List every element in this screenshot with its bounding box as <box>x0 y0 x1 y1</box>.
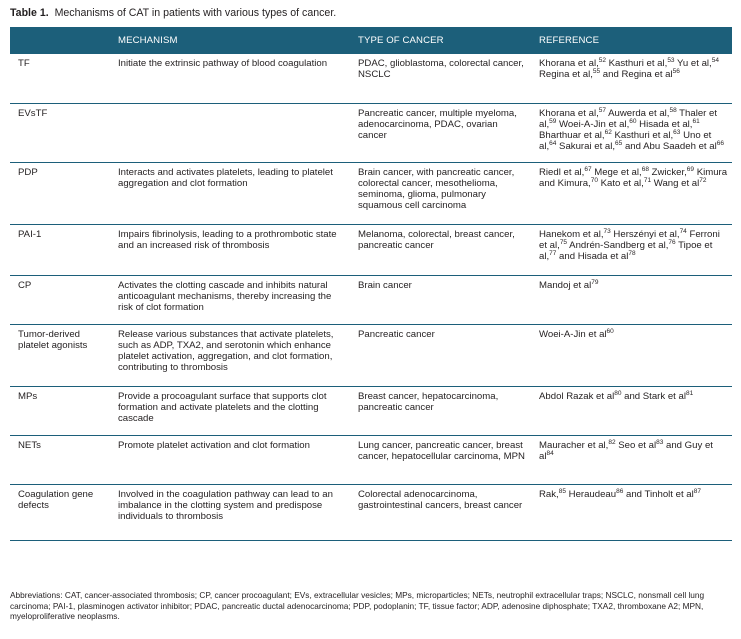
reference-number: 57 <box>598 106 606 114</box>
table-row <box>10 484 732 540</box>
reference-author: Mege et al, <box>591 166 642 178</box>
reference-author: Riedl et al, <box>539 166 585 178</box>
cancer-type-cell: PDAC, glioblastoma, colorectal cancer, NSCLC <box>350 54 531 103</box>
cancer-type-cell: Colorectal adenocarcinoma, gastrointestinal cancers, breast cancer <box>350 484 531 540</box>
reference-number: 70 <box>590 176 598 184</box>
reference-number: 55 <box>592 68 601 76</box>
table-header-row <box>10 27 732 54</box>
reference-cell <box>531 435 732 484</box>
reference-number: 65 <box>615 140 623 148</box>
reference-number: 53 <box>667 57 675 64</box>
reference-number: 80 <box>614 389 622 397</box>
mechanism-cell: Initiate the extrinsic pathway of blood coagulation <box>110 54 350 103</box>
reference-author: Khorana et al, <box>539 107 599 119</box>
reference-author: Rak, <box>539 488 559 500</box>
mechanism-name-cell: NETs <box>10 435 110 484</box>
table-row <box>10 54 732 103</box>
reference-author: Woei-A-Jin et al <box>539 328 607 340</box>
mechanism-cell: Promote platelet activation and clot formation <box>110 435 350 484</box>
mechanism-cell: Interacts and activates platelets, leading to platelet aggregation and clot formation <box>110 162 350 224</box>
table-row <box>10 162 732 224</box>
header-mechanism: MECHANISM <box>118 34 178 46</box>
reference-author: Wang et al <box>651 177 700 189</box>
mechanism-name-cell: EVsTF <box>10 103 110 162</box>
mechanism-name-cell: MPs <box>10 386 110 435</box>
mechanism-name-cell: Coagulation gene defects <box>10 484 110 540</box>
reference-author: and Regina et al <box>600 69 673 81</box>
reference-author: Mandoj et al <box>539 279 592 291</box>
reference-number: 67 <box>584 165 592 173</box>
reference-number: 54 <box>711 57 719 64</box>
cancer-type-cell: Brain cancer, with pancreatic cancer, colorectal cancer, mesothelioma, seminoma, glioma, pulmonary squamous cell carcinoma <box>350 162 531 224</box>
reference-number: 59 <box>549 117 557 125</box>
cancer-type-cell: Breast cancer, hepatocarcinoma, pancreatic cancer <box>350 386 531 435</box>
reference-number: 77 <box>549 250 557 258</box>
reference-author: Mauracher et al, <box>539 439 609 451</box>
mechanism-cell: Involved in the coagulation pathway can lead to an imbalance in the clotting system and predispose individuals to thrombosis <box>110 484 350 540</box>
reference-author: Woei-A-Jin et al, <box>556 118 630 130</box>
mechanism-cell: Release various substances that activate platelets, such as ADP, TXA2, and serotonin which enhance platelet activation, aggregation, and clot formation, contributing to thrombosis <box>110 324 350 386</box>
reference-author: and Abu Saadeh et al <box>622 141 717 153</box>
mechanisms-table <box>10 27 732 541</box>
reference-author: Seo et al <box>615 439 657 451</box>
reference-number: 84 <box>546 449 554 457</box>
header-cancer-type: TYPE OF CANCER <box>358 34 444 46</box>
cancer-type-cell: Melanoma, colorectal, breast cancer, pancreatic cancer <box>350 224 531 275</box>
reference-author: Ferroni et al, <box>539 228 720 251</box>
reference-author: Tipoe et al, <box>539 239 713 263</box>
reference-number: 56 <box>672 68 680 76</box>
reference-number: 60 <box>629 117 637 125</box>
caption-label: Table 1. <box>10 7 49 19</box>
reference-author: Hisada et al, <box>636 118 693 130</box>
reference-number: 66 <box>716 140 724 148</box>
reference-cell <box>531 275 732 324</box>
reference-author: and Guy et al <box>539 439 713 462</box>
reference-author: Auwerda et al, <box>605 107 670 119</box>
reference-number: 60 <box>606 327 614 335</box>
abbreviations-footnote: Abbreviations: CAT, cancer-associated thrombosis; CP, cancer procoagulant; EVs, extracellular vesicles; MPs, microparticles; NETs, neutrophil extracellular traps; NSCLC, nonsmall cell lung carcinoma; PAI-1, plasminogen activator inhibitor; PDAC, pancreatic ductal adenocarcinoma; PDP, podoplanin; TF, tissue factor; ADP, adenosine diphosphate; TXA2, thromboxane A2; MPN, myeloproliferative neoplasms. <box>10 590 705 621</box>
table-row <box>10 324 732 386</box>
reference-number: 75 <box>559 238 568 246</box>
mechanism-cell: Provide a procoagulant surface that supports clot formation and activate platelets and the clotting cascade <box>110 386 350 435</box>
table-row <box>10 386 732 435</box>
cancer-type-cell: Brain cancer <box>350 275 531 324</box>
reference-cell <box>531 484 732 540</box>
reference-number: 73 <box>603 227 611 235</box>
mechanism-name-cell: TF <box>10 54 110 103</box>
reference-number: 72 <box>699 176 707 184</box>
reference-cell <box>531 224 732 275</box>
cancer-type-cell: Pancreatic cancer <box>350 324 531 386</box>
mechanism-cell: Impairs fibrinolysis, leading to a prothrombotic state and an increased risk of thrombosis <box>110 224 350 275</box>
reference-author: Kimura and Kimura, <box>539 166 728 189</box>
reference-number: 82 <box>608 438 616 446</box>
reference-author: Kasthuri et al, <box>605 58 668 69</box>
cancer-type-cell: Lung cancer, pancreatic cancer, breast cancer, hepatocellular carcinoma, MPN <box>350 435 531 484</box>
mechanism-cell: Activates the clotting cascade and inhibits natural anticoagulant mechanisms, thereby increasing the risk of clot formation <box>110 275 350 324</box>
cancer-type-cell: Pancreatic cancer, multiple myeloma, adenocarcinoma, PDAC, ovarian cancer <box>350 103 531 162</box>
table-body <box>10 54 732 540</box>
reference-author: Kasthuri et al, <box>611 130 674 142</box>
mechanisms-table-container <box>10 27 732 541</box>
reference-cell <box>531 386 732 435</box>
reference-number: 81 <box>685 389 694 397</box>
reference-cell <box>531 324 732 386</box>
mechanism-name-cell: PDP <box>10 162 110 224</box>
header-reference: REFERENCE <box>539 34 600 46</box>
reference-author: Kato et al, <box>597 177 644 189</box>
reference-number: 68 <box>641 165 649 173</box>
reference-author: Thaler et al, <box>539 107 718 130</box>
mechanism-cell <box>110 103 350 162</box>
reference-author: Uno et al, <box>539 130 712 153</box>
reference-author: Khorana et al, <box>539 58 599 69</box>
reference-number: 62 <box>604 129 612 137</box>
reference-number: 69 <box>686 165 695 173</box>
table-row <box>10 103 732 162</box>
reference-author: Sakurai et al, <box>556 141 616 153</box>
reference-number: 58 <box>669 106 677 114</box>
reference-number: 86 <box>616 487 624 495</box>
header-name <box>10 27 110 54</box>
table-row <box>10 224 732 275</box>
reference-number: 87 <box>693 487 701 495</box>
table-row <box>10 275 732 324</box>
table-caption <box>10 6 336 20</box>
reference-author: Zwicker, <box>648 166 687 178</box>
reference-cell <box>531 54 732 103</box>
reference-author: Regina et al, <box>539 69 593 81</box>
reference-number: 74 <box>679 227 687 235</box>
mechanism-name-cell: CP <box>10 275 110 324</box>
mechanism-name-cell: Tumor-derived platelet agonists <box>10 324 110 386</box>
reference-author: and Hisada et al <box>556 251 629 263</box>
table-row <box>10 435 732 484</box>
reference-cell <box>531 103 732 162</box>
caption-text: Mechanisms of CAT in patients with various types of cancer. <box>54 7 337 19</box>
reference-author: Herszényi et al, <box>610 228 680 240</box>
reference-author: Andrén-Sandberg et al, <box>567 239 669 251</box>
reference-number: 83 <box>656 438 664 446</box>
reference-author: Abdol Razak et al <box>539 390 615 402</box>
reference-author: and Tinholt et al <box>623 488 694 500</box>
reference-author: Bharthuar et al, <box>539 130 605 142</box>
reference-author: and Stark et al <box>621 390 686 402</box>
mechanism-name-cell: PAI-1 <box>10 224 110 275</box>
reference-number: 85 <box>558 487 566 495</box>
reference-number: 76 <box>668 238 676 246</box>
reference-author: Heraudeau <box>565 488 617 500</box>
reference-author: Hanekom et al, <box>539 228 604 240</box>
reference-cell <box>531 162 732 224</box>
reference-number: 71 <box>643 176 652 184</box>
reference-number: 63 <box>673 129 681 137</box>
reference-number: 79 <box>591 278 599 286</box>
reference-number: 64 <box>549 140 557 148</box>
reference-number: 61 <box>692 117 700 125</box>
reference-number: 52 <box>598 57 606 64</box>
reference-number: 78 <box>628 250 636 258</box>
reference-author: Yu et al, <box>674 58 712 69</box>
